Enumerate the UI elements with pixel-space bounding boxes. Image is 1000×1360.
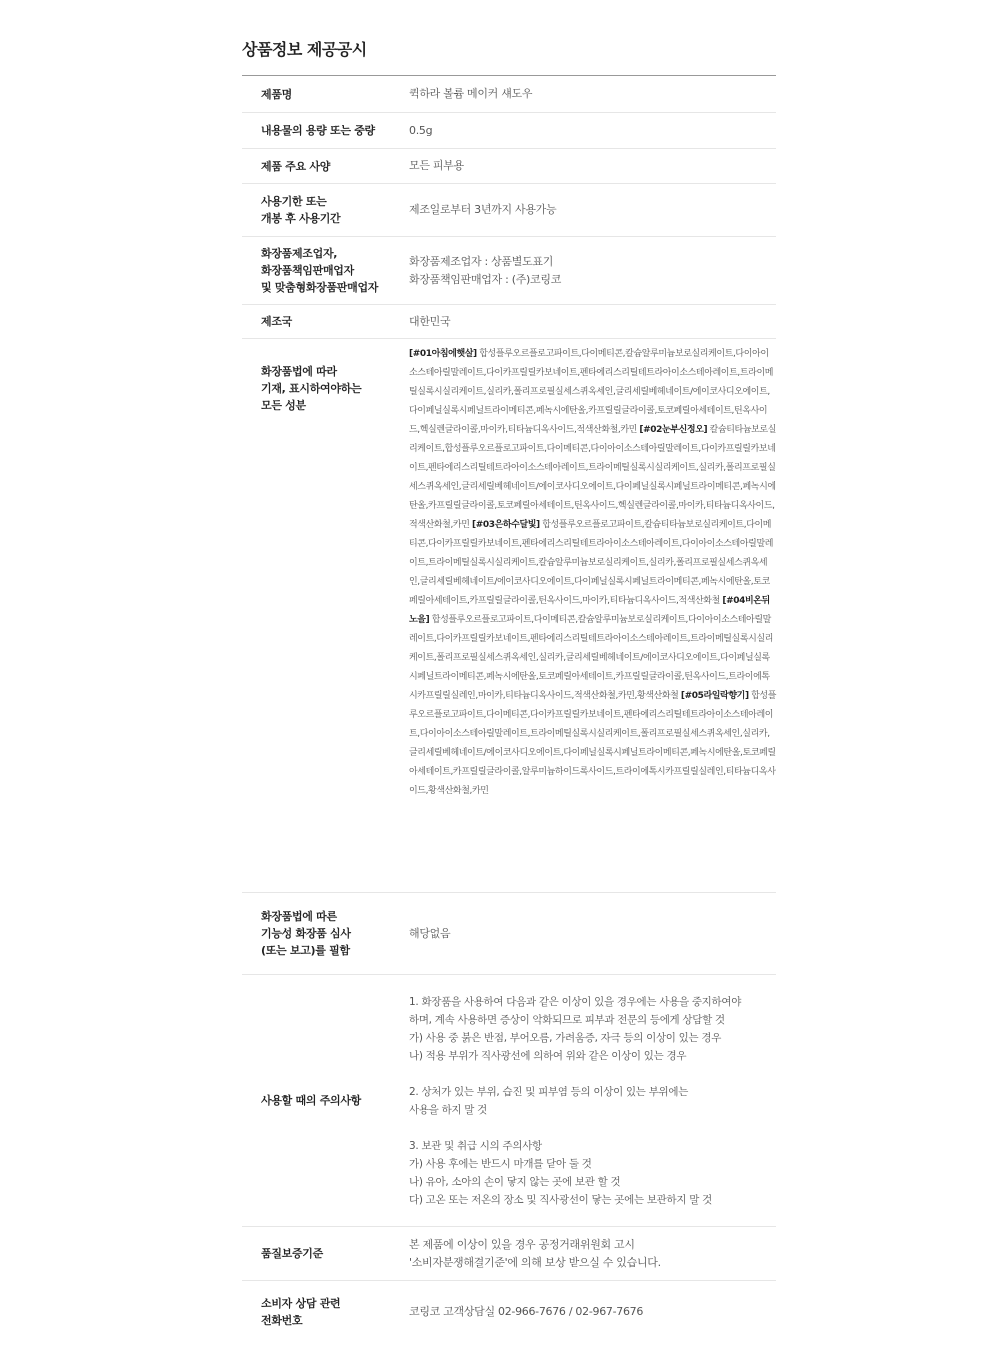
caution-text: 1. 화장품을 사용하여 다음과 같은 이상이 있을 경우에는 사용을 중지하여야 하며, 계속 사용하면 증상이 악화되므로 피부과 전문의 등에게 상담할 것 가) 사용 중 붉은 반점, 부어오름, 가려움증, 자극 등의 이상이 있는 경우 나) 적용 부위가 직사광선에 의하여 위와 같은 이상이 있는 경우 2. 상처가 있는 부위, 습진 및 피부염 등의 이상이 있는 부위에는 사용을 하지 말 것 3. 보관 및 취급 시의 주의사항 가) 사용 후에는 반드시 마개를 닫아 둘 것 나) 유아, 소아의 손이 닿지 않는 곳에 보관 할 것 다) 고온 또는 저온의 장소 및 직사광선이 닿는 곳에는 보관하지 말 것: [409, 995, 742, 1206]
shade-name: [#01아침에햇살]: [409, 349, 477, 359]
row-value: 해당없음: [409, 926, 451, 940]
table-row: [242, 184, 776, 237]
row-value: 대한민국: [409, 314, 451, 328]
ingredient-list: 합성플루오르플로고파이트,다이메티콘,다이카프릴릴카보네이트,펜타에리스리틸테트라아이소스테아레이트,다이아이소스테아릴말레이트,트라이메틸실록시실리케이트,폴리프로필실세스퀴옥세인,실리카,글리세릴베헤네이트/에이코사디오에이트,다이페닐실록시페닐트라이메티콘,페녹시에탄올,토코페릴아세테이트,카프릴릴글라이콜,알루미늄하이드록사이드,트라이에톡시카프릴릴실레인,티타늄디옥사이드,황색산화철,카민: [409, 691, 776, 796]
table-row: [242, 113, 776, 149]
row-value: 0.5g: [409, 123, 433, 137]
table-row: [242, 893, 776, 975]
row-label: 제조국: [261, 315, 292, 328]
row-label: 화장품법에 따른 기능성 화장품 심사 (또는 보고)를 필함: [261, 910, 351, 957]
table-row: [242, 76, 776, 113]
table-row: [242, 237, 776, 305]
shade-name: [#05라일락향기]: [680, 691, 749, 701]
table-row: [242, 305, 776, 339]
row-label: 사용기한 또는 개봉 후 사용기간: [261, 195, 341, 225]
row-value: 화장품제조업자 : 상품별도표기 화장품책임판매업자 : (주)코링코: [409, 254, 562, 286]
table-row: [242, 975, 776, 1227]
row-label: 제품명: [261, 87, 292, 101]
row-label: 제품 주요 사양: [261, 159, 331, 173]
row-value: 모든 피부용: [409, 159, 464, 172]
ingredient-list: 칼슘티타늄보로실리케이트,합성플루오르플로고파이트,다이메티콘,다이아이소스테아릴말레이트,다이카프릴릴카보네이트,펜타에리스리틸테트라아이소스테아레이트,트라이메틸실록시실리케이트,실리카,폴리프로필실세스퀴옥세인,글리세릴베헤네이트/에이코사디오에이트,다이페닐실록시페닐트라이메티콘,페녹시에탄올,카프릴릴글라이콜,토코페릴아세테이트,틴옥사이드,헥실렌글라이콜,마이카,티타늄디옥사이드,적색산화철,카민: [409, 425, 777, 530]
shade-name: [#03은하수달빛]: [471, 520, 540, 530]
ingredient-list: 합성플루오르플로고파이트,칼슘티타늄보로실리케이트,다이메티콘,다이카프릴릴카보네이트,펜타에리스리틸테트라아이소스테아레이트,다이아이소스테아릴말레이트,트라이메틸실록시실리케이트,칼슘알루미늄보로실리케이트,실리카,폴리프로필실세스퀴옥세인,글리세릴베헤네이트/에이코사디오에이트,다이페닐실록시페닐트라이메티콘,페녹시에탄올,토코페릴아세테이트,카프릴릴글라이콜,틴옥사이드,마이카,티타늄디옥사이드,적색산화철: [409, 520, 774, 606]
product-info-section: [242, 36, 776, 1343]
row-value: 퀵하라 볼륨 메이커 섀도우: [409, 87, 533, 100]
shade-name: [#04비온뒤노을]: [409, 596, 770, 625]
table-row: [242, 149, 776, 184]
row-label: 내용물의 용량 또는 중량: [261, 124, 375, 137]
ingredients-text: [409, 339, 776, 892]
table-row: [242, 1227, 776, 1281]
info-table: [242, 75, 776, 1343]
table-row: [242, 1281, 776, 1343]
row-label: 화장품법에 따라 기재, 표시하여야하는 모든 성분: [261, 365, 362, 412]
ingredient-list: 합성플루오르플로고파이트,다이메티콘,칼슘알루미늄보로실리케이트,다이아이소스테아릴말레이트,다이카프릴릴카보네이트,펜타에리스리틸테트라아이소스테아레이트,트라이메틸실록시실리케이트,폴리프로필실세스퀴옥세인,실리카,글리세릴베헤네이트/에이코사디오에이트,다이페닐실록시페닐트라이메티콘,페녹시에탄올,토코페릴아세테이트,카프릴릴글라이콜,틴옥사이드,트라이에톡시카프릴릴실레인,마이카,티타늄디옥사이드,적색산화철,카민,황색산화철: [409, 615, 774, 701]
row-value: 제조일로부터 3년까지 사용가능: [409, 203, 557, 216]
table-row: [242, 339, 776, 893]
page-title: 상품정보 제공공시: [242, 40, 367, 59]
row-value: 코링코 고객상담실 02-966-7676 / 02-967-7676: [409, 1305, 644, 1318]
row-value: 본 제품에 이상이 있을 경우 공정거래위원회 고시 '소비자분쟁해결기준'에 의해 보상 받으실 수 있습니다.: [409, 1237, 661, 1269]
ingredient-list: 합성플루오르플로고파이트,다이메티콘,칼슘알루미늄보로실리케이트,다이아이소스테아릴말레이트,다이카프릴릴카보네이트,펜타에리스리틸테트라아이소스테아레이트,트라이메틸실록시실리케이트,실리카,폴리프로필실세스퀴옥세인,글리세릴베헤네이트/에이코사디오에이트,다이페닐실록시페닐트라이메티콘,페녹시에탄올,카프릴릴글라이콜,토코페릴아세테이트,틴옥사이드,헥실렌글라이콜,마이카,티타늄디옥사이드,적색산화철,카민: [409, 349, 774, 435]
row-label: 품질보증기준: [261, 1247, 323, 1260]
shade-name: [#02눈부신정오]: [639, 425, 708, 435]
row-label: 화장품제조업자, 화장품책임판매업자 및 맞춤형화장품판매업자: [261, 247, 379, 294]
row-label: 소비자 상담 관련 전화번호: [261, 1297, 341, 1327]
row-label: 사용할 때의 주의사항: [261, 1094, 361, 1107]
